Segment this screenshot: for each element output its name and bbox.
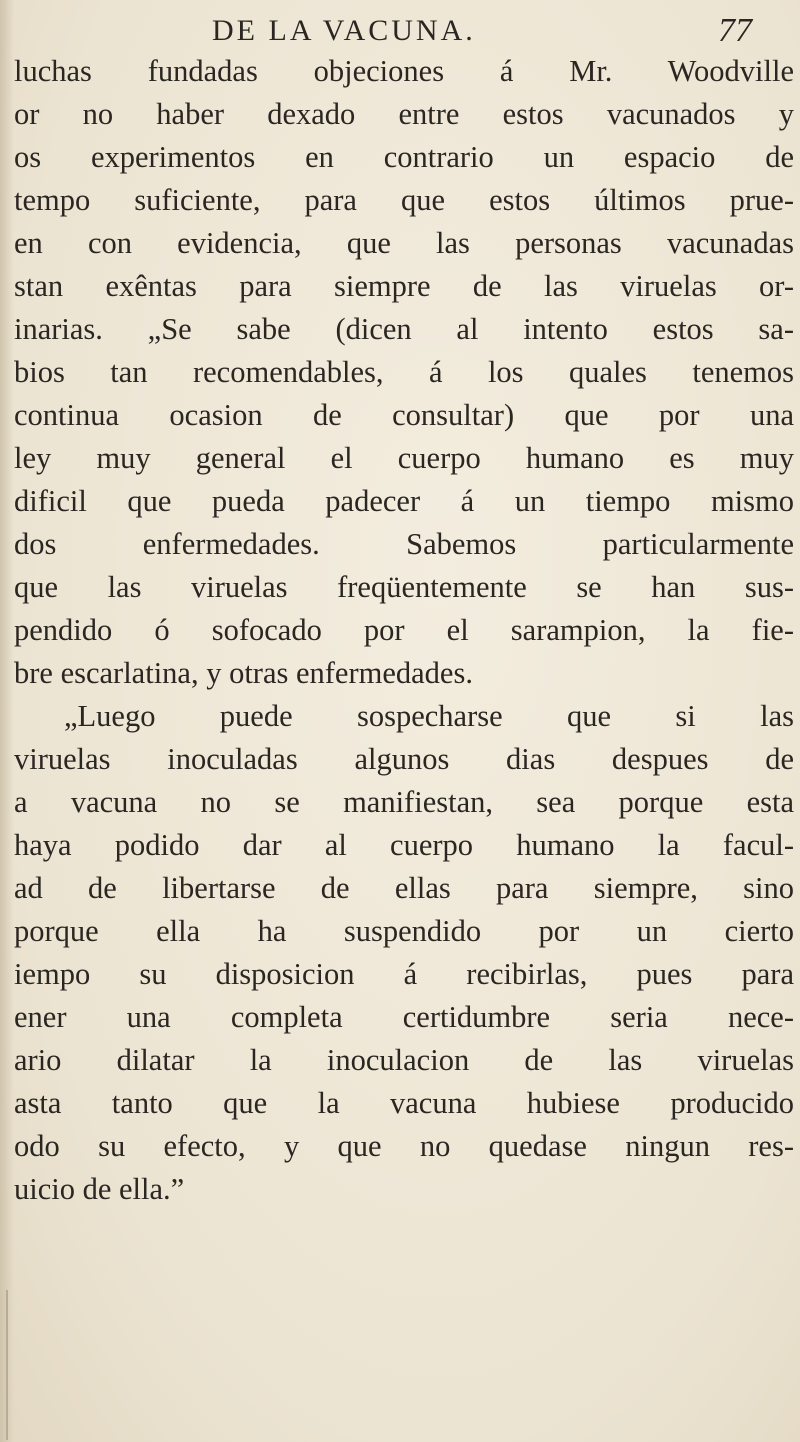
text-line: bre escarlatina, y otras enfermedades. — [14, 656, 473, 690]
text-line: pendido ó sofocado por el sarampion, la fie- — [14, 613, 794, 647]
text-line: inarias. „Se sabe (dicen al intento estos sa- — [14, 312, 794, 346]
text-line: stan exêntas para siempre de las viruelas or- — [14, 269, 794, 303]
text-line: uicio de ella.” — [14, 1172, 185, 1206]
body-text — [14, 50, 794, 1211]
text-line: a vacuna no se manifiestan, sea porque esta — [14, 785, 794, 819]
text-line: que las viruelas freqüentemente se han sus- — [14, 570, 794, 604]
text-line: iempo su disposicion á recibirlas, pues para — [14, 957, 794, 991]
text-line: ario dilatar la inoculacion de las viruelas — [14, 1043, 794, 1077]
text-line: haya podido dar al cuerpo humano la facul- — [14, 828, 794, 862]
text-line: ley muy general el cuerpo humano es muy — [14, 441, 794, 475]
text-line: continua ocasion de consultar) que por una — [14, 398, 794, 432]
margin-rule — [6, 1290, 8, 1440]
text-line: or no haber dexado entre estos vacunados y — [14, 97, 794, 131]
text-line: asta tanto que la vacuna hubiese producido — [14, 1086, 794, 1120]
text-line: ener una completa certidumbre seria nece- — [14, 1000, 794, 1034]
text-line: os experimentos en contrario un espacio de — [14, 140, 794, 174]
text-line: dificil que pueda padecer á un tiempo mismo — [14, 484, 794, 518]
text-line: porque ella ha suspendido por un cierto — [14, 914, 794, 948]
text-line: „Luego puede sospecharse que si las — [64, 699, 794, 733]
text-line: viruelas inoculadas algunos dias despues de — [14, 742, 794, 776]
page-number: 77 — [718, 12, 752, 49]
text-line: en con evidencia, que las personas vacunadas — [14, 226, 794, 260]
page-gutter-shadow — [0, 0, 14, 1442]
text-line: ad de libertarse de ellas para siempre, sino — [14, 871, 794, 905]
text-line: tempo suficiente, para que estos últimos prue- — [14, 183, 794, 217]
text-line: luchas fundadas objeciones á Mr. Woodville — [14, 54, 794, 88]
running-head: DE LA VACUNA. — [212, 14, 476, 47]
text-line: odo su efecto, y que no quedase ningun res- — [14, 1129, 794, 1163]
text-line: bios tan recomendables, á los quales tenemos — [14, 355, 794, 389]
text-line: dos enfermedades. Sabemos particularmente — [14, 527, 794, 561]
